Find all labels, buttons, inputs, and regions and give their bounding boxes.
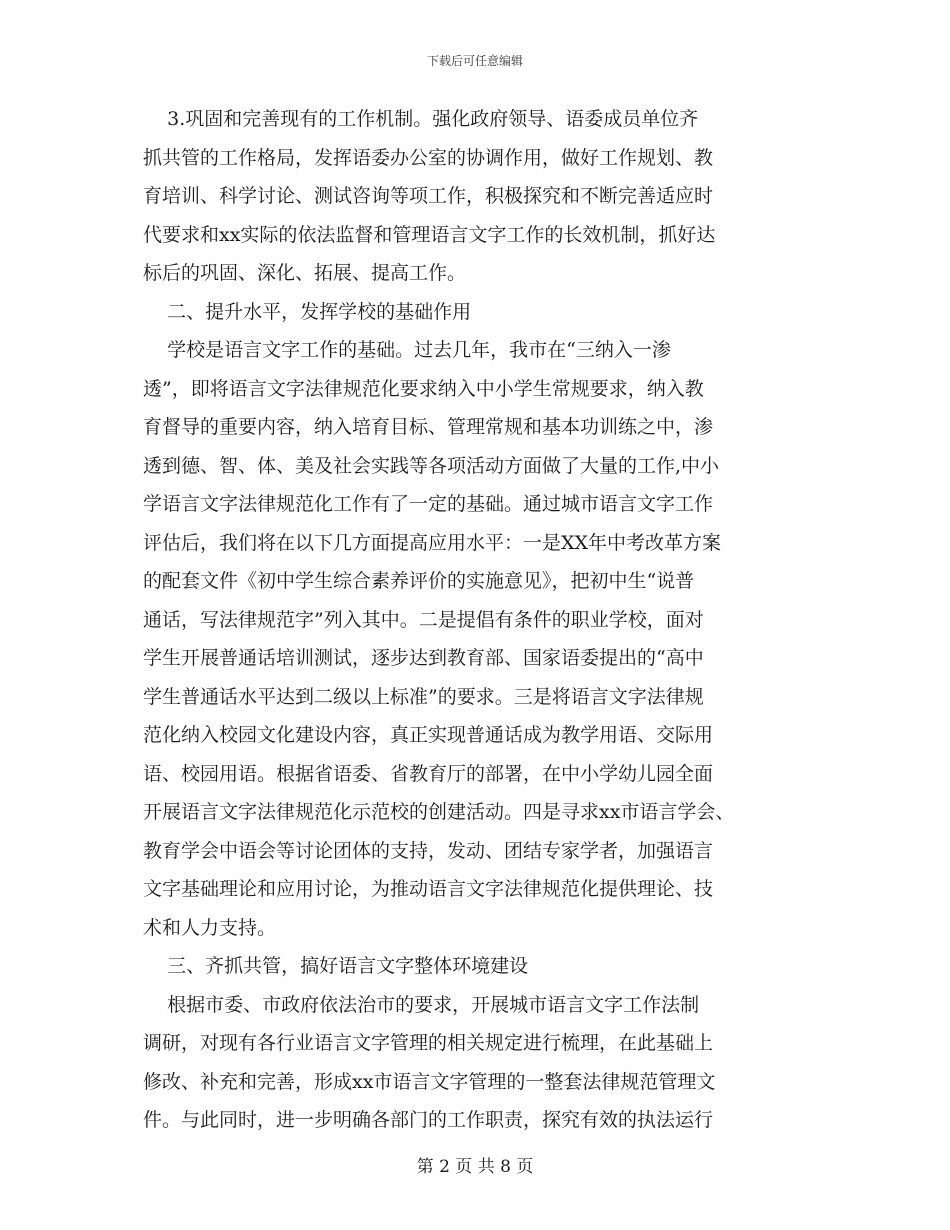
text-line: 调研，对现有各行业语言文字管理的相关规定进行梳理，在此基础上 (143, 1032, 714, 1054)
page-number: 第 2 页 共 8 页 (416, 1157, 534, 1177)
text-line: 透”，即将语言文字法律规范化要求纳入中小学生常规要求，纳入教 (143, 377, 704, 400)
text-line: 通话，写法律规范字”列入其中。二是提倡有条件的职业学校，面对 (143, 608, 704, 631)
text-line: 学生开展普通话培训测试，逐步达到教育部、国家语委提出的“高中 (143, 647, 704, 669)
text-line: 语、校园用语。根据省语委、省教育厅的部署，在中小学幼儿园全面 (143, 762, 714, 785)
section-heading: 二、提升水平，发挥学校的基础作用 (143, 300, 472, 323)
text-line: 学语言文字法律规范化工作有了一定的基础。通过城市语言文字工作 (143, 493, 714, 515)
section-heading: 三、齐抓共管，搞好语言文字整体环境建设 (143, 955, 529, 977)
text-line: 文字基础理论和应用讨论，为推动语言文字法律规范化提供理论、技 (143, 878, 714, 900)
text-line: 透到德、智、体、美及社会实践等各项活动方面做了大量的工作,中小 (143, 454, 720, 477)
text-line: 评估后，我们将在以下几方面提高应用水平：一是XX年中考改革方案 (143, 531, 722, 554)
text-line: 学生普通话水平达到二级以上标准”的要求。三是将语言文字法律规 (143, 685, 704, 708)
text-line: 术和人力支持。 (143, 916, 277, 939)
text-line: 范化纳入校园文化建设内容，真正实现普通话成为教学用语、交际用 (143, 724, 714, 746)
text-line: 根据市委、市政府依法治市的要求，开展城市语言文字工作法制 (143, 993, 700, 1016)
text-line: 修改、补充和完善，形成xx市语言文字管理的一整套法律规范管理文 (143, 1070, 716, 1093)
page-header: 下载后可任意编辑 (426, 54, 523, 68)
text-line: 3.巩固和完善现有的工作机制。强化政府领导、语委成员单位齐 (143, 108, 699, 130)
text-line: 开展语言文字法律规范化示范校的创建活动。四是寻求xx市语言学会、 (143, 801, 735, 823)
text-line: 教育学会中语会等讨论团体的支持，发动、团结专家学者，加强语言 (143, 839, 714, 862)
text-line: 育培训、科学讨论、测试咨询等项工作，积极探究和不断完善适应时 (143, 185, 714, 207)
text-line: 学校是语言文字工作的基础。过去几年，我市在“三纳入一渗 (143, 339, 671, 361)
text-line: 标后的巩固、深化、拓展、提高工作。 (143, 262, 467, 284)
text-line: 抓共管的工作格局，发挥语委办公室的协调作用，做好工作规划、教 (143, 146, 714, 169)
text-line: 育督导的重要内容，纳入培育目标、管理常规和基本功训练之中，渗 (143, 416, 714, 438)
document-body (143, 100, 823, 1140)
text-line: 件。与此同时，进一步明确各部门的工作职责，探究有效的执法运行 (143, 1109, 714, 1131)
text-line: 代要求和xx实际的依法监督和管理语言文字工作的长效机制，抓好达 (143, 223, 716, 246)
text-line: 的配套文件《初中学生综合素养评价的实施意见》，把初中生“说普 (143, 570, 695, 592)
